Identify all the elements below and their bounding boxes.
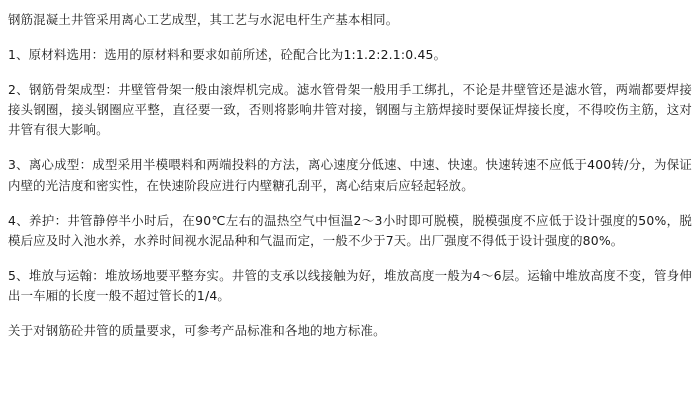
paragraph-item-4: 4、养护：井管静停半小时后，在90℃左右的温热空气中恒温2～3小时即可脱模，脱模强度不应低于设计强度的50%，脱模后应及时入池水养，水养时间视水泥品种和气温而定，一般不少于7天。出厂强度不得低于设计强度的80%。 — [8, 212, 692, 248]
paragraph-closing: 关于对钢筋砼井管的质量要求，可参考产品标准和各地的地方标准。 — [8, 323, 386, 339]
paragraph-item-3: 3、离心成型：成型采用半模喂料和两端投料的方法，离心速度分低速、中速、快速。快速转速不应低于400转/分，为保证内壁的光洁度和密实性，在快速阶段应进行内壁糖孔刮平，离心结束后应轻起轻放。 — [8, 157, 692, 193]
paragraph-intro: 钢筋混凝土井管采用离心工艺成型，其工艺与水泥电杆生产基本相同。 — [8, 12, 399, 27]
paragraph-item-1: 1、原材料选用：选用的原材料和要求如前所述，砼配合比为1:1.2:2.1:0.45。 — [8, 47, 447, 63]
paragraph-item-2: 2、钢筋骨架成型：井壁管骨架一般由滚焊机完成。滤水管骨架一般用手工绑扎，不论是井壁管还是滤水管，两端都要焊接接头钢圈，接头钢圈应平整，直径要一致，否则将影响井管对接，钢圈与主筋焊接时要保证焊接长度，不得咬伤主筋，这对井管有很大影响。 — [8, 82, 692, 138]
paragraph-item-5: 5、堆放与运翰：堆放场地要平整夯实。井管的支承以线接触为好，堆放高度一般为4～6层。运输中堆放高度不变，管身伸出一车厢的长度一般不超过管长的1/4。 — [8, 267, 692, 303]
